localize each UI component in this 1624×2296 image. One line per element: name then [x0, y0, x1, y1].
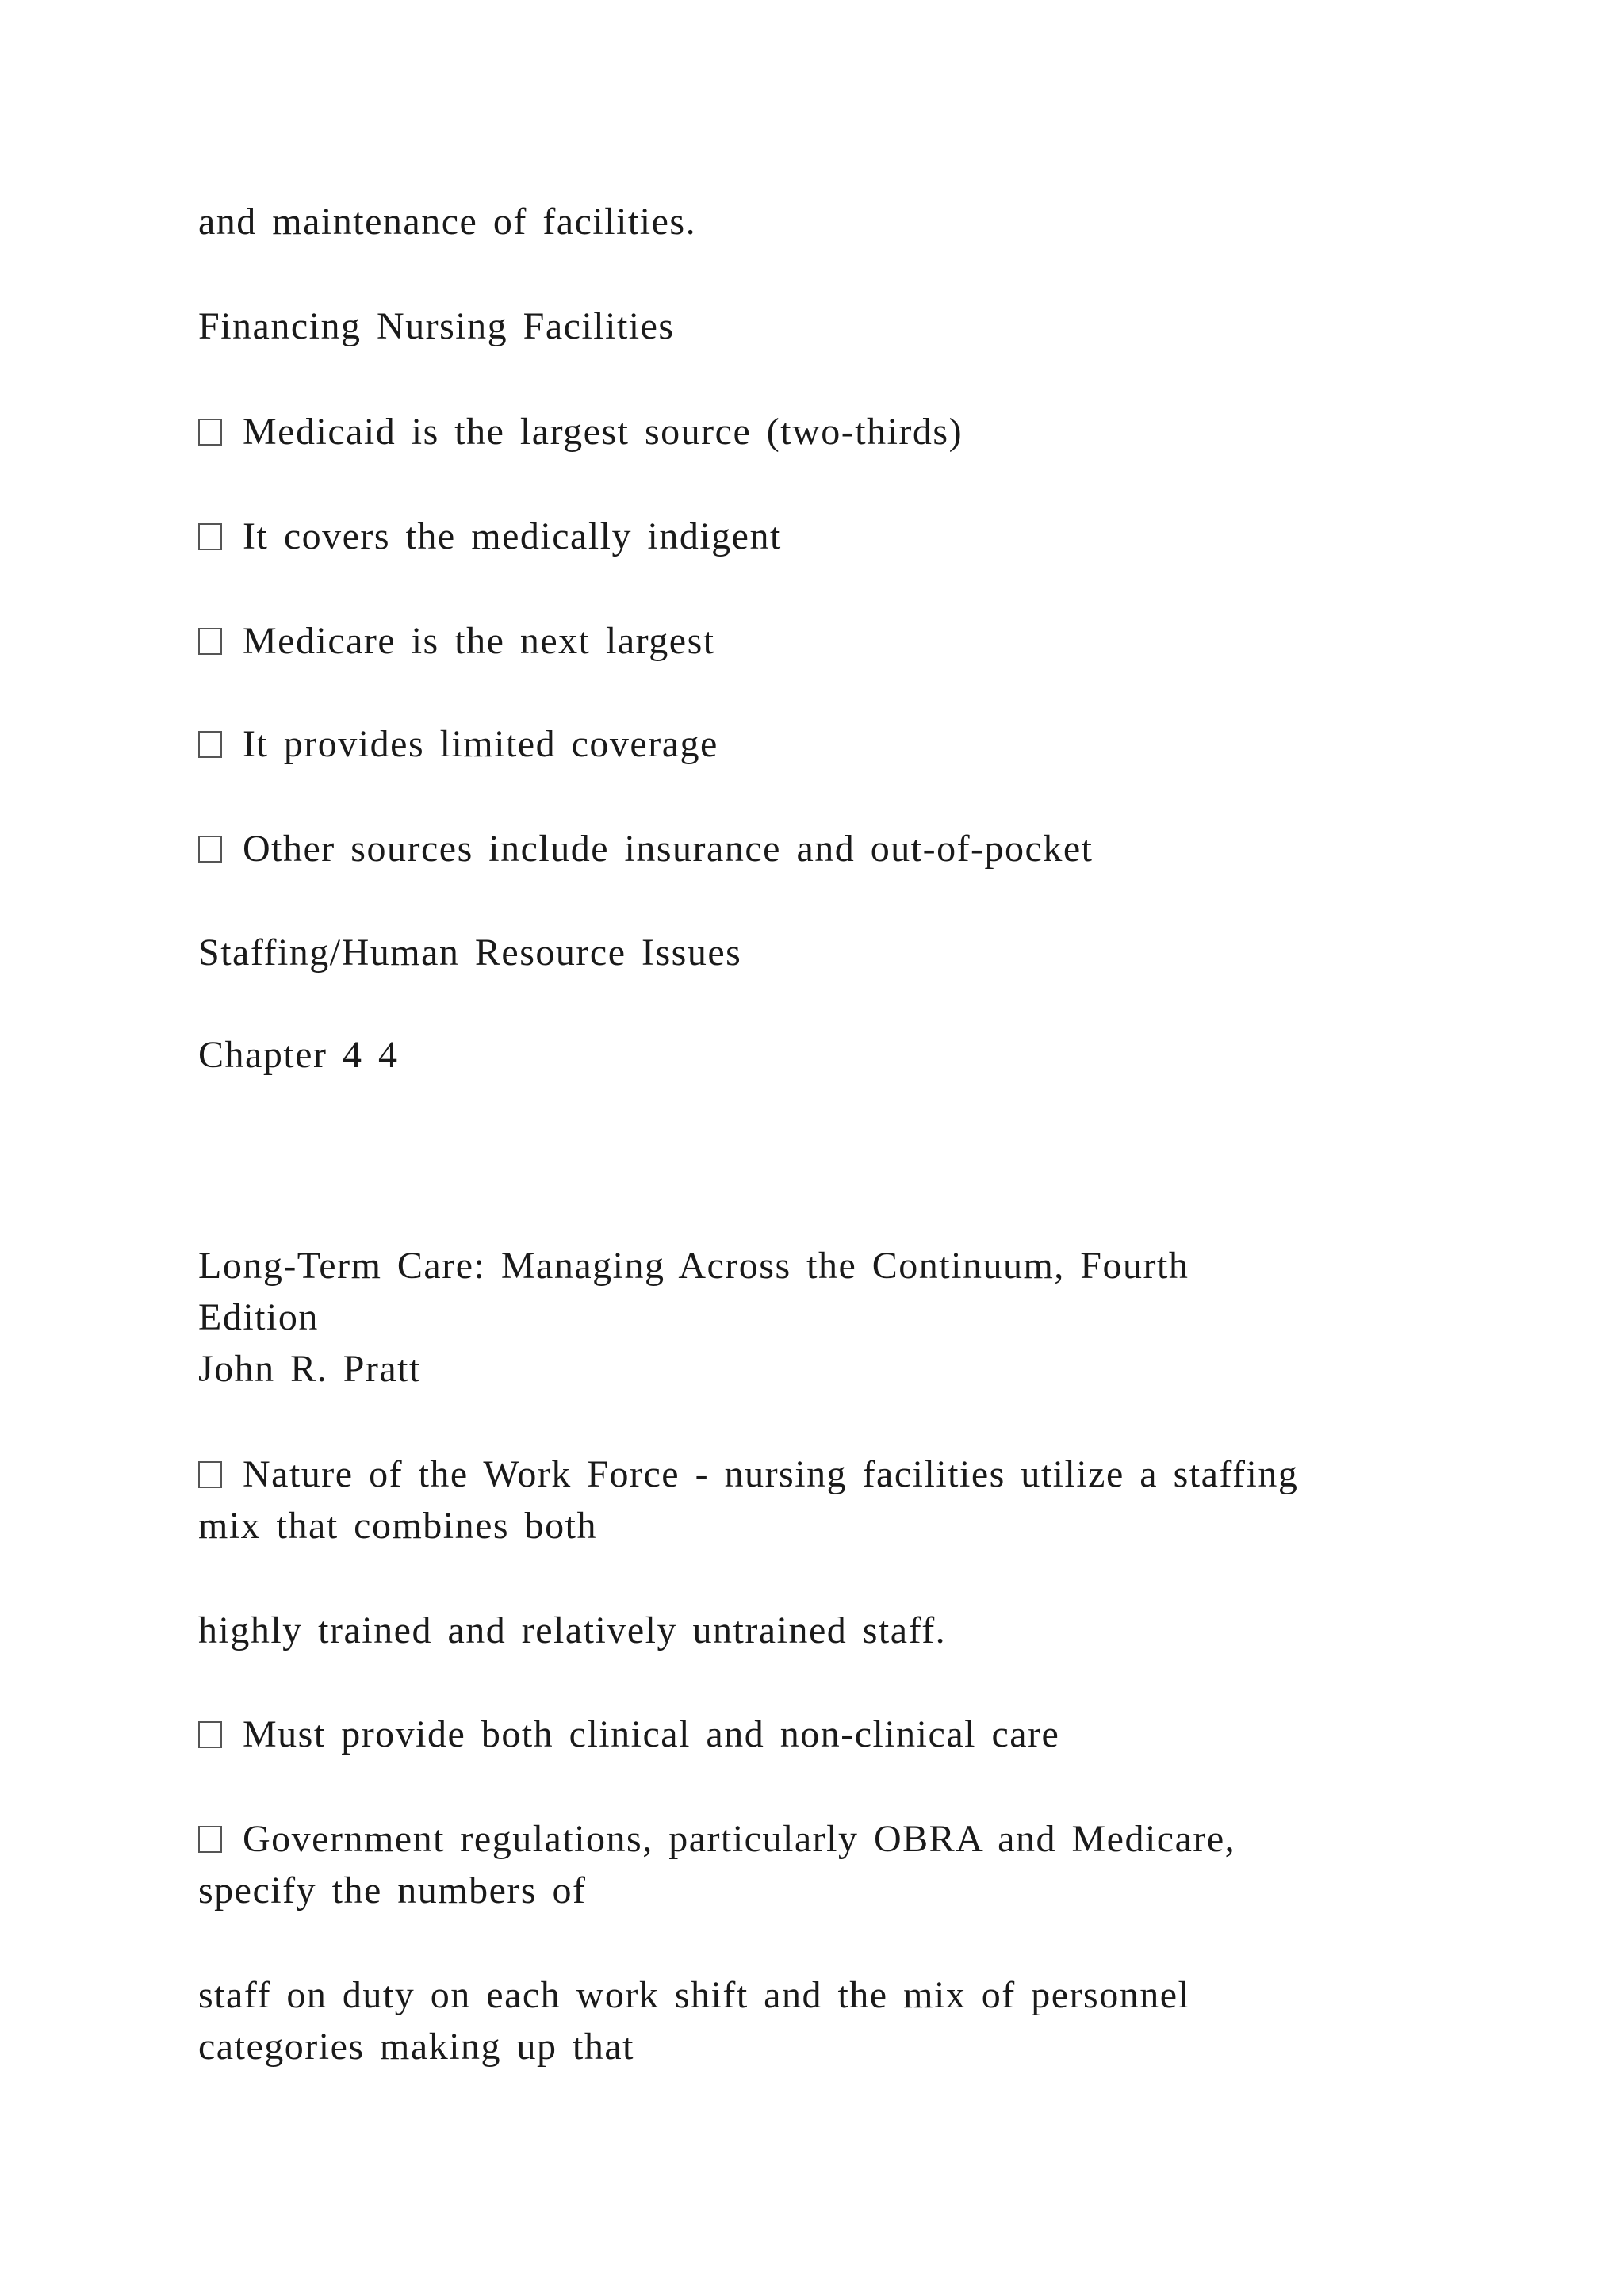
section-heading [198, 301, 675, 352]
author-line [198, 1344, 421, 1395]
bullet-glyph-icon [198, 523, 222, 550]
text-span: mix that combines both [198, 1505, 597, 1547]
text-span: staff on duty on each work shift and the mix of personnel [198, 1974, 1190, 2016]
text-line [198, 197, 696, 247]
bullet-item [198, 511, 782, 562]
text-span: Must provide both clinical and non-clinical care [243, 1713, 1060, 1755]
bullet-item [198, 407, 963, 457]
bullet-item [198, 719, 718, 770]
bullet-glyph-icon [198, 628, 222, 655]
section-heading [198, 928, 741, 978]
text-span: Other sources include insurance and out-of-pocket [243, 828, 1094, 870]
text-line [198, 2022, 634, 2072]
text-span: Long-Term Care: Managing Across the Continuum, Fourth [198, 1245, 1189, 1287]
text-span: It covers the medically indigent [243, 515, 782, 557]
bullet-glyph-icon [198, 419, 222, 446]
bullet-glyph-icon [198, 1721, 222, 1748]
bullet-glyph-icon [198, 1826, 222, 1853]
text-span: Staffing/Human Resource Issues [198, 932, 742, 974]
text-span: It provides limited coverage [243, 723, 718, 765]
text-span: highly trained and relatively untrained staff. [198, 1609, 947, 1651]
bullet-item [198, 616, 715, 667]
text-span: Chapter 4 4 [198, 1034, 399, 1076]
book-title-line [198, 1292, 319, 1343]
text-span: Financing Nursing Facilities [198, 305, 675, 347]
bullet-item [198, 1709, 1059, 1760]
bullet-item [198, 1449, 1298, 1500]
bullet-glyph-icon [198, 1461, 222, 1488]
text-span: Medicaid is the largest source (two-thirds) [243, 411, 963, 453]
text-line [198, 1501, 597, 1552]
text-span: Government regulations, particularly OBRA and Medicare, [243, 1818, 1236, 1860]
bullet-glyph-icon [198, 836, 222, 863]
text-span: specify the numbers of [198, 1869, 587, 1911]
text-span: categories making up that [198, 2026, 635, 2068]
book-title-line [198, 1241, 1189, 1292]
chapter-label [198, 1030, 398, 1081]
bullet-glyph-icon [198, 731, 222, 758]
text-span: John R. Pratt [198, 1348, 421, 1390]
text-line [198, 1970, 1189, 2021]
text-span: Edition [198, 1296, 319, 1338]
bullet-item [198, 1814, 1235, 1865]
text-span: Nature of the Work Force - nursing facilities utilize a staffing [243, 1453, 1299, 1495]
text-line [198, 1866, 587, 1916]
text-span: Medicare is the next largest [243, 620, 715, 662]
text-span: and maintenance of facilities. [198, 201, 697, 243]
bullet-item [198, 824, 1093, 874]
text-line [198, 1605, 946, 1656]
